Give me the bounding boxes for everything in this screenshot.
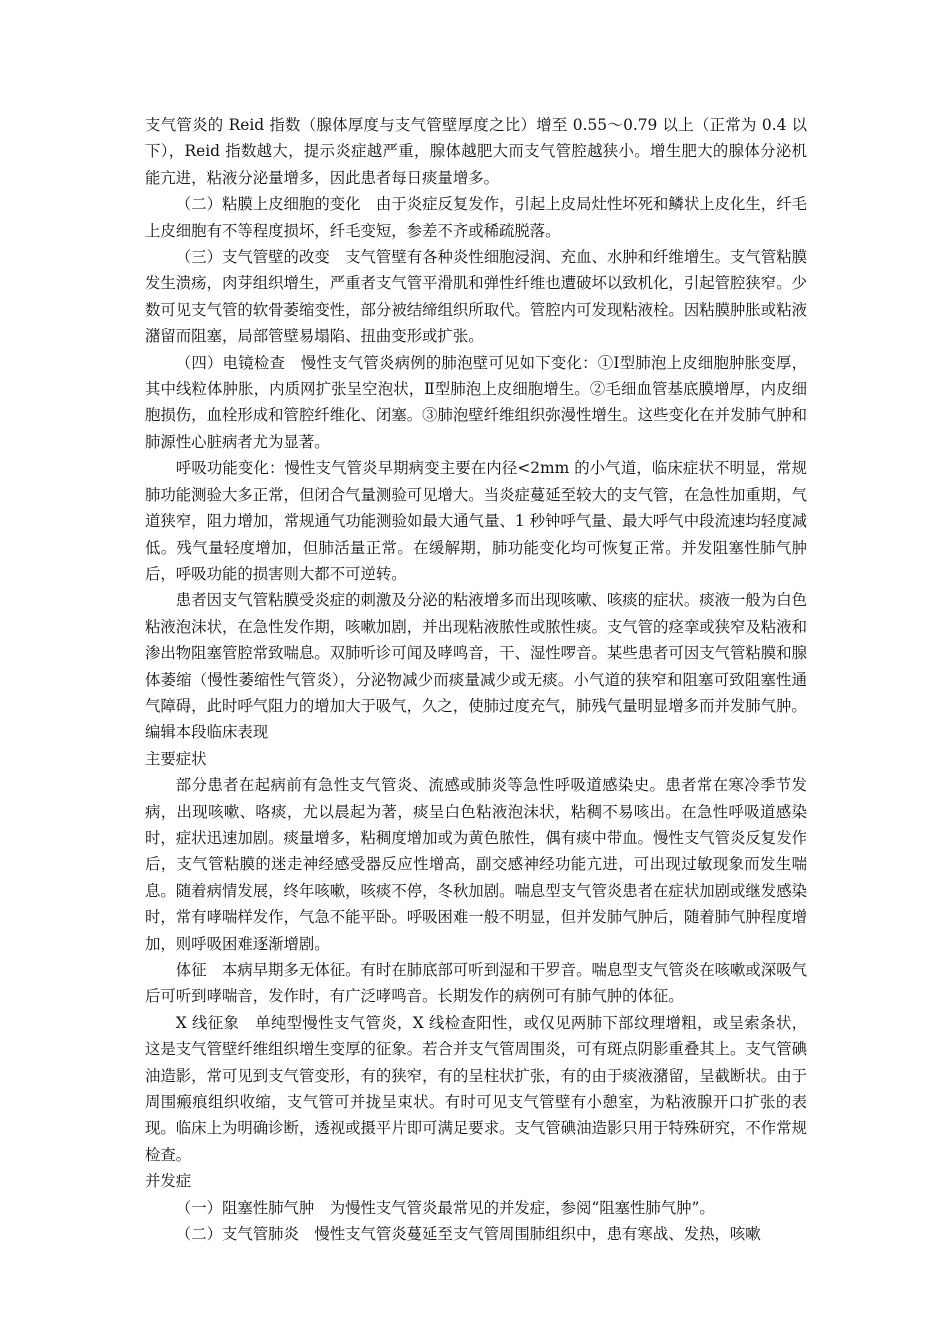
paragraph-emphysema: （一）阻塞性肺气肿 为慢性支气管炎最常见的并发症，参阅“阻塞性肺气肿”。	[175, 1198, 715, 1217]
paragraph-electron-microscopy: （四）电镜检查 慢性支气管炎病例的肺泡壁可见如下变化：①Ⅰ型肺泡上皮细胞肿胀变厚，其中线粒体肿胀，内质网扩张呈空泡状，Ⅱ型肺泡上皮细胞增生。②毛细血管基底膜增厚，内皮细胞损伤，血栓形成和管腔纤维化、闭塞。③肺泡壁纤维组织弥漫性增生。这些变化在并发肺气肿和肺源性心脏病者尤为显著。	[145, 353, 807, 451]
section-heading-complications: 并发症	[145, 1172, 192, 1191]
paragraph-cough-sputum: 患者因支气管粘膜受炎症的刺激及分泌的粘液增多而出现咳嗽、咳痰的症状。痰液一般为白色粘液泡沫状，在急性发作期，咳嗽加剧，并出现粘液脓性或脓性痰。支气管的痉挛或狭窄及粘液和渗出物阻塞管腔常致喘息。双肺听诊可闻及哮鸣音，干、湿性啰音。某些患者可因支气管粘膜和腺体萎缩（慢性萎缩性气管炎），分泌物减少而痰量减少或无痰。小气道的狭窄和阻塞可致阻塞性通气障碍，此时呼气阻力的增加大于吸气，久之，使肺过度充气，肺残气量明显增多而并发肺气肿。	[145, 591, 807, 715]
section-heading-main-symptoms: 主要症状	[145, 749, 207, 768]
section-heading-clinical: 编辑本段临床表现	[145, 723, 269, 742]
paragraph-signs: 体征 本病早期多无体征。有时在肺底部可听到湿和干罗音。喘息型支气管炎在咳嗽或深吸气后可听到哮喘音，发作时，有广泛哮鸣音。长期发作的病例可有肺气肿的体征。	[145, 961, 807, 1006]
paragraph-mucosal-epithelium: （二）粘膜上皮细胞的变化 由于炎症反复发作，引起上皮局灶性坏死和鳞状上皮化生，纤毛上皮细胞有不等程度损坏，纤毛变短，参差不齐或稀疏脱落。	[145, 195, 807, 240]
document-body	[145, 112, 807, 1247]
paragraph-respiratory-function: 呼吸功能变化：慢性支气管炎早期病变主要在内径<2mm 的小气道，临床症状不明显，常规肺功能测验大多正常，但闭合气量测验可见增大。当炎症蔓延至较大的支气管，在急性加重期，气道狭窄，阻力增加，常规通气功能测验如最大通气量、1 秒钟呼气量、最大呼气中段流速均轻度减低。残气量轻度增加，但肺活量正常。在缓解期，肺功能变化均可恢复正常。并发阻塞性肺气肿后，呼吸功能的损害则大都不可逆转。	[145, 459, 807, 583]
paragraph-reid-index: 支气管炎的 Reid 指数（腺体厚度与支气管壁厚度之比）增至 0.55～0.79 以上（正常为 0.4 以下），Reid 指数越大，提示炎症越严重，腺体越肥大而支气管腔越狭小。增生肥大的腺体分泌机能亢进，粘液分泌量增多，因此患者每日痰量增多。	[145, 116, 807, 187]
paragraph-xray: X 线征象 单纯型慢性支气管炎，X 线检查阳性，或仅见两肺下部纹理增粗，或呈索条状，这是支气管壁纤维组织增生变厚的征象。若合并支气管周围炎，可有斑点阴影重叠其上。支气管碘油造影，常可见到支气管变形，有的狭窄，有的呈柱状扩张，有的由于痰液潴留，呈截断状。由于周围瘢痕组织收缩，支气管可并拢呈束状。有时可见支气管壁有小憩室，为粘液腺开口扩张的表现。临床上为明确诊断，透视或摄平片即可满足要求。支气管碘油造影只用于特殊研究，不作常规检查。	[145, 1013, 807, 1164]
paragraph-main-symptoms: 部分患者在起病前有急性支气管炎、流感或肺炎等急性呼吸道感染史。患者常在寒冷季节发病，出现咳嗽、咯痰，尤以晨起为著，痰呈白色粘液泡沫状，粘稠不易咳出。在急性呼吸道感染时，症状迅速加剧。痰量增多，粘稠度增加或为黄色脓性，偶有痰中带血。慢性支气管炎反复发作后，支气管粘膜的迷走神经感受器反应性增高，副交感神经功能亢进，可出现过敏现象而发生喘息。随着病情发展，终年咳嗽，咳痰不停，冬秋加剧。喘息型支气管炎患者在症状加剧或继发感染时，常有哮喘样发作，气急不能平卧。呼吸困难一般不明显，但并发肺气肿后，随着肺气肿程度增加，则呼吸困难逐渐增剧。	[145, 776, 807, 953]
paragraph-bronchopneumonia: （二）支气管肺炎 慢性支气管炎蔓延至支气管周围肺组织中，患有寒战、发热，咳嗽	[175, 1225, 761, 1244]
paragraph-bronchial-wall: （三）支气管壁的改变 支气管壁有各种炎性细胞浸润、充血、水肿和纤维增生。支气管粘膜发生溃疡，肉芽组织增生，严重者支气管平滑肌和弹性纤维也遭破坏以致机化，引起管腔狭窄。少数可见支气管的软骨萎缩变性，部分被结缔组织所取代。管腔内可发现粘液栓。因粘膜肿胀或粘液潴留而阻塞，局部管壁易塌陷、扭曲变形或扩张。	[145, 248, 807, 346]
